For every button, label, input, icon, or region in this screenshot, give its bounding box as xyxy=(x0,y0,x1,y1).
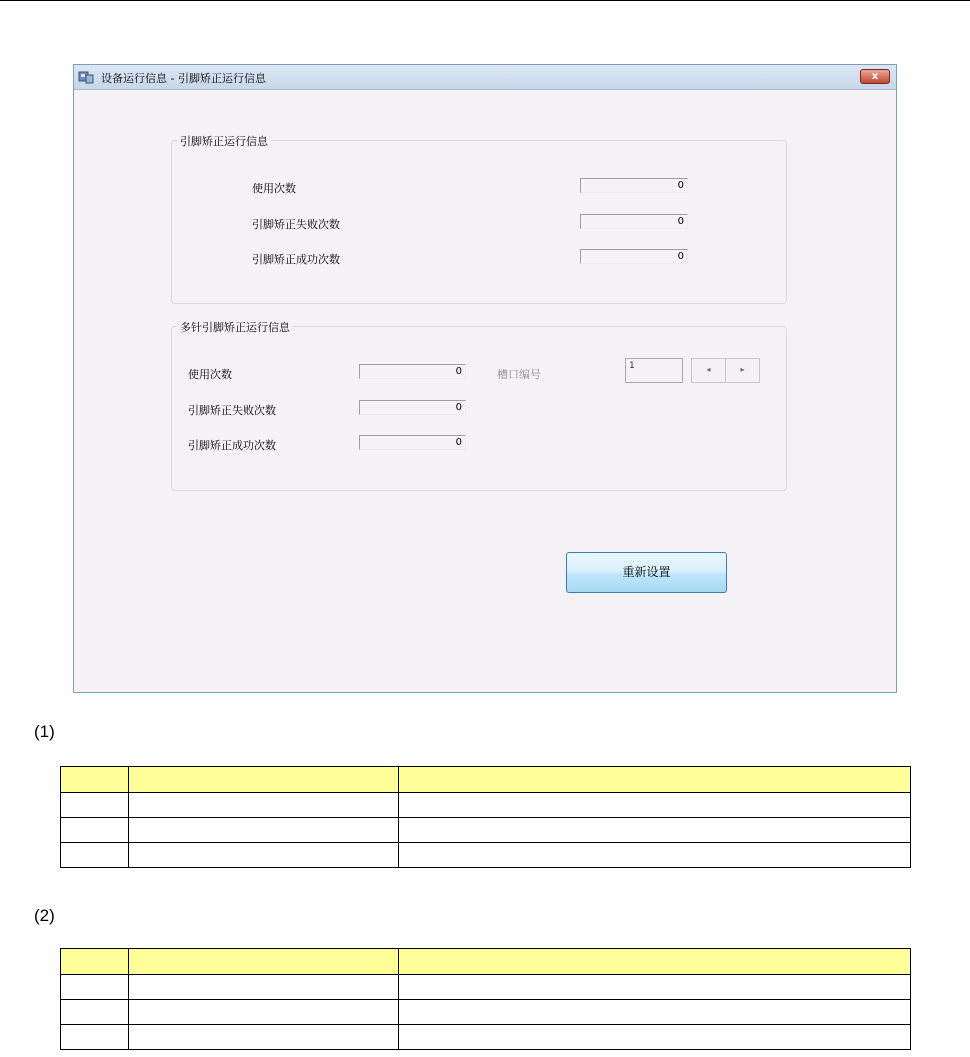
section-2-table xyxy=(60,948,911,1050)
table-row xyxy=(61,793,911,818)
app-icon xyxy=(78,70,94,84)
multi-usage-count-field: 0 xyxy=(359,364,466,379)
table-cell xyxy=(61,843,129,868)
table-row xyxy=(61,1025,911,1050)
table-row xyxy=(61,975,911,1000)
table-header-row xyxy=(61,949,911,975)
window-title: 设备运行信息 - 引脚矫正运行信息 xyxy=(101,72,266,85)
fail-count-field: 0 xyxy=(580,214,688,229)
slot-next-button[interactable]: ▸ xyxy=(725,358,760,383)
table-cell xyxy=(61,818,129,843)
table-cell xyxy=(61,1000,129,1025)
table-cell xyxy=(129,818,399,843)
header-cell xyxy=(399,949,911,975)
header-cell xyxy=(129,949,399,975)
usage-count-field: 0 xyxy=(580,178,688,193)
header-cell xyxy=(129,767,399,793)
multi-fail-count-field: 0 xyxy=(359,400,466,415)
title-bar[interactable] xyxy=(74,65,896,90)
section-1-label: (1) xyxy=(34,722,55,741)
success-count-field: 0 xyxy=(580,249,688,264)
table-cell xyxy=(399,1025,911,1050)
table-cell xyxy=(399,1000,911,1025)
table-cell xyxy=(129,1025,399,1050)
multi-usage-count-label: 使用次数 xyxy=(188,368,232,381)
multi-success-count-field: 0 xyxy=(359,435,466,450)
group-title: 引脚矫正运行信息 xyxy=(177,133,271,149)
table-row xyxy=(61,1000,911,1025)
slot-number-label: 槽口编号 xyxy=(497,368,541,381)
group-title: 多针引脚矫正运行信息 xyxy=(177,319,293,335)
slot-prev-button[interactable]: ◂ xyxy=(691,358,726,383)
table-cell xyxy=(399,818,911,843)
table-cell xyxy=(61,975,129,1000)
fail-count-label: 引脚矫正失败次数 xyxy=(252,218,340,231)
table-cell xyxy=(399,843,911,868)
usage-count-label: 使用次数 xyxy=(252,182,296,195)
table-cell xyxy=(129,975,399,1000)
table-row xyxy=(61,818,911,843)
table-cell xyxy=(61,793,129,818)
page-top-rule xyxy=(0,0,970,1)
close-button[interactable]: x xyxy=(860,69,890,84)
table-header-row xyxy=(61,767,911,793)
table-cell xyxy=(129,1000,399,1025)
table-cell xyxy=(129,793,399,818)
table-cell xyxy=(399,793,911,818)
reset-button[interactable]: 重新设置 xyxy=(566,552,727,593)
dialog-window xyxy=(73,64,897,693)
header-cell xyxy=(61,949,129,975)
table-cell xyxy=(399,975,911,1000)
table-cell xyxy=(129,843,399,868)
header-cell xyxy=(399,767,911,793)
table-cell xyxy=(61,1025,129,1050)
multi-fail-count-label: 引脚矫正失败次数 xyxy=(188,404,276,417)
section-1-table xyxy=(60,766,911,868)
success-count-label: 引脚矫正成功次数 xyxy=(252,253,340,266)
multi-success-count-label: 引脚矫正成功次数 xyxy=(188,439,276,452)
section-2-label: (2) xyxy=(34,906,55,925)
slot-number-field[interactable]: 1 xyxy=(625,358,683,383)
header-cell xyxy=(61,767,129,793)
table-row xyxy=(61,843,911,868)
